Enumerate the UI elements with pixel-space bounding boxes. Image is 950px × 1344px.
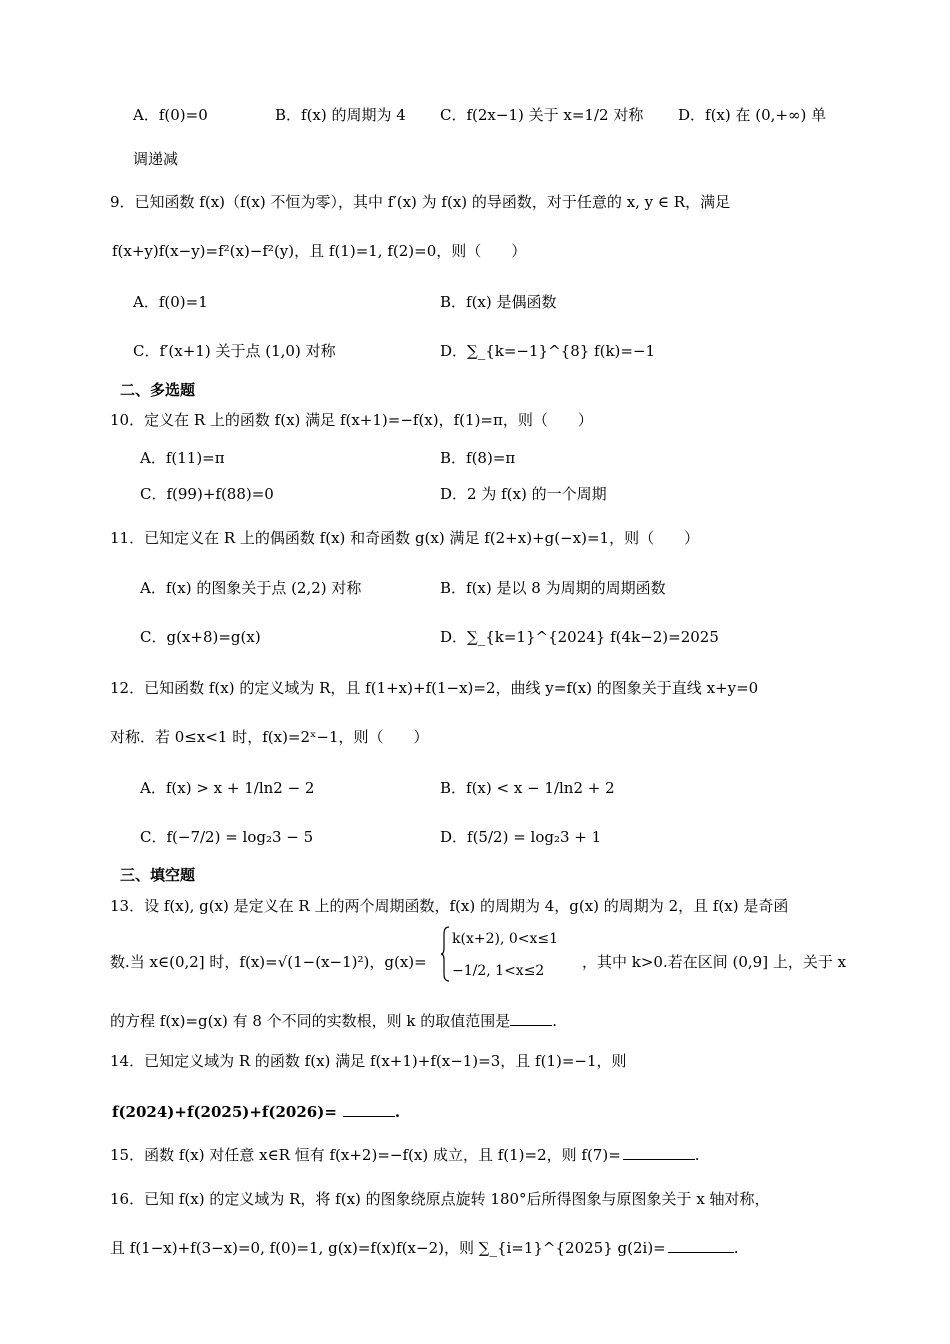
q9-option-b: B．f(x) 是偶函数 [440, 293, 557, 311]
q12-stem-line2: 对称．若 0≤x<1 时，f(x)=2ˣ−1，则（ ） [110, 728, 429, 746]
q13-line1: 13．设 f(x), g(x) 是定义在 R 上的两个周期函数，f(x) 的周期为 4，g(x) 的周期为 2，且 f(x) 是奇函 [110, 897, 789, 915]
q15-text: 15．函数 f(x) 对任意 x∈R 恒有 f(x+2)=−f(x) 成立，且 f(1)=2，则 f(7)= [110, 1146, 621, 1164]
q16-line2 [110, 1237, 739, 1259]
q12-option-a: A．f(x) > x + 1/ln2 − 2 [140, 779, 315, 797]
q12-option-c: C．f(−7/2) = log₂3 − 5 [140, 828, 314, 846]
q8-option-a: A．f(0)=0 [133, 106, 208, 124]
q9-stem-line1: 9．已知函数 f(x)（f(x) 不恒为零），其中 f′(x) 为 f(x) 的导函数，对于任意的 x, y ∈ R，满足 [110, 193, 731, 211]
section-fill-in: 三、填空题 [120, 866, 196, 884]
q10-stem: 10．定义在 R 上的函数 f(x) 满足 f(x+1)=−f(x)，f(1)=π，则（ ） [110, 411, 593, 429]
q12-option-d: D．f(5/2) = log₂3 + 1 [440, 828, 602, 846]
q13-line3-text: 的方程 f(x)=g(x) 有 8 个不同的实数根，则 k 的取值范围是 [110, 1012, 511, 1030]
q10-option-c: C．f(99)+f(88)=0 [140, 485, 274, 503]
q16-answer-blank[interactable] [668, 1238, 734, 1253]
section-multiple-choice: 二、多选题 [120, 381, 196, 399]
q14-expression: f(2024)+f(2025)+f(2026)= [112, 1103, 337, 1121]
q11-option-a: A．f(x) 的图象关于点 (2,2) 对称 [140, 579, 362, 597]
q10-option-d: D．2 为 f(x) 的一个周期 [440, 485, 607, 503]
q13-line2a: 数.当 x∈(0,2] 时，f(x)=√(1−(x−1)²)，g(x)= [110, 953, 427, 971]
q12-stem-line1: 12．已知函数 f(x) 的定义域为 R，且 f(1+x)+f(1−x)=2，曲线 y=f(x) 的图象关于直线 x+y=0 [110, 679, 759, 697]
q16-line2-end: . [733, 1239, 739, 1257]
q13-piecewise-brace [440, 926, 450, 982]
q15-line [110, 1144, 700, 1166]
q10-option-a: A．f(11)=π [140, 449, 225, 467]
q13-answer-blank[interactable] [510, 1011, 552, 1026]
q13-line3 [110, 1010, 557, 1032]
q11-option-b: B．f(x) 是以 8 为周期的周期函数 [440, 579, 666, 597]
q13-line2b: ，其中 k>0.若在区间 (0,9] 上，关于 x [582, 953, 847, 971]
q15-line-end: . [694, 1146, 700, 1164]
q16-text: 且 f(1−x)+f(3−x)=0, f(0)=1, g(x)=f(x)f(x−2)，则 ∑_{i=1}^{2025} g(2i)= [110, 1239, 666, 1257]
q13-case1: k(x+2), 0<x≤1 [452, 931, 559, 947]
q10-option-b: B．f(8)=π [440, 449, 516, 467]
q8-option-b: B．f(x) 的周期为 4 [275, 106, 406, 124]
q9-option-c: C．f′(x+1) 关于点 (1,0) 对称 [133, 342, 336, 360]
q8-option-d-cont: 调递减 [133, 150, 179, 168]
q11-option-d: D．∑_{k=1}^{2024} f(4k−2)=2025 [440, 628, 719, 646]
q8-option-c: C．f(2x−1) 关于 x=1/2 对称 [440, 106, 644, 124]
q9-option-a: A．f(0)=1 [133, 293, 208, 311]
q15-answer-blank[interactable] [623, 1145, 695, 1160]
q9-option-d: D．∑_{k=−1}^{8} f(k)=−1 [440, 342, 656, 360]
q14-line1: 14．已知定义域为 R 的函数 f(x) 满足 f(x+1)+f(x−1)=3，且 f(1)=−1，则 [110, 1052, 627, 1070]
q14-answer-blank[interactable] [343, 1102, 395, 1117]
q13-case2: −1/2, 1<x≤2 [452, 963, 545, 979]
q8-option-d: D．f(x) 在 (0,+∞) 单 [678, 106, 827, 124]
q11-option-c: C．g(x+8)=g(x) [140, 628, 261, 646]
q14-line2 [112, 1101, 400, 1123]
q13-line3-end: . [552, 1012, 558, 1030]
q11-stem: 11．已知定义在 R 上的偶函数 f(x) 和奇函数 g(x) 满足 f(2+x)+g(−x)=1，则（ ） [110, 529, 700, 547]
q14-line2-end: . [394, 1103, 401, 1121]
q16-line1: 16．已知 f(x) 的定义域为 R，将 f(x) 的图象绕原点旋转 180°后所得图象与原图象关于 x 轴对称， [110, 1190, 770, 1208]
q9-stem-line2: f(x+y)f(x−y)=f²(x)−f²(y)，且 f(1)=1, f(2)=0，则（ ） [112, 242, 527, 260]
q12-option-b: B．f(x) < x − 1/ln2 + 2 [440, 779, 615, 797]
